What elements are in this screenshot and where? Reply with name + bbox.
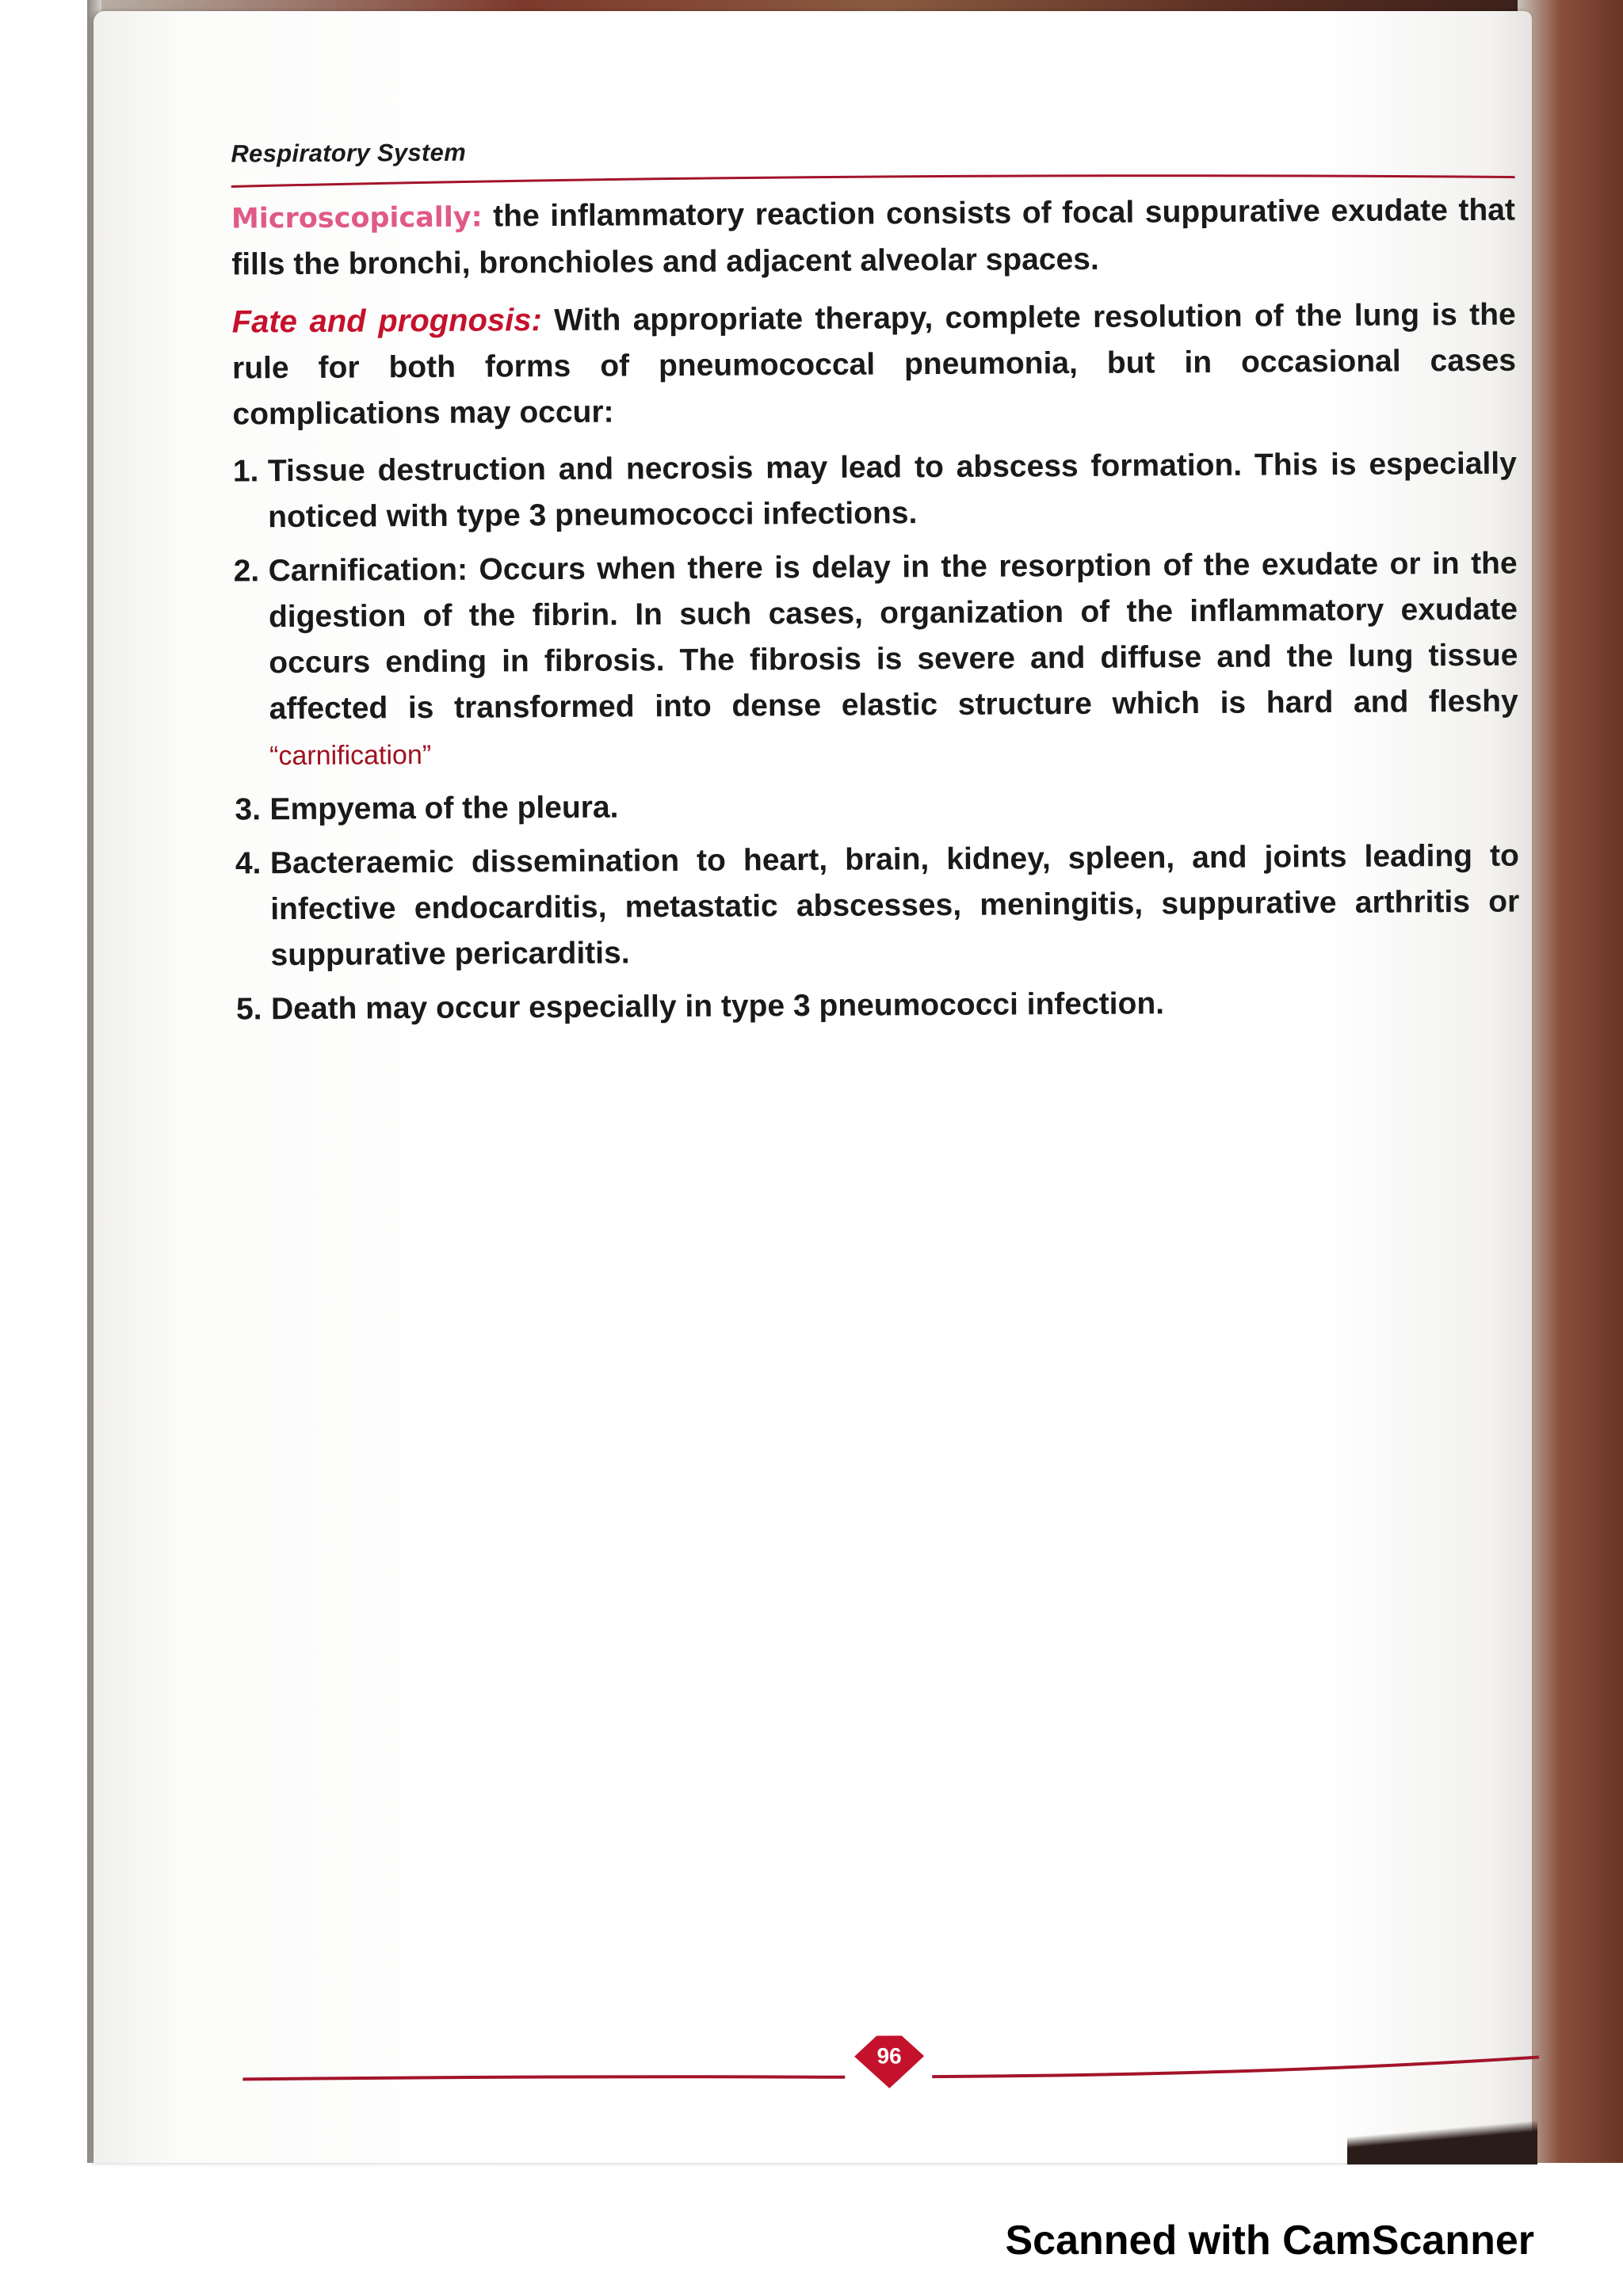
header-rule: [231, 170, 1515, 189]
carnification-quote: “carnification”: [269, 739, 432, 772]
list-item-text: Bacteraemic dissemination to heart, brain, kidney, spleen, and joints leading to infective endocarditis, metastatic abscesses, meningitis, suppurative arthritis or suppurative pericarditis.: [269, 838, 1520, 973]
list-number: 3.: [235, 792, 262, 827]
list-number: 2.: [233, 554, 260, 589]
microscopic-paragraph: [231, 188, 1516, 288]
page-body: [231, 188, 1520, 1041]
list-item: [235, 833, 1520, 979]
prognosis-lead: Fate and prognosis:: [231, 303, 543, 340]
microscopic-lead: Microscopically:: [231, 201, 483, 235]
list-number: 5.: [235, 992, 262, 1027]
page-corner-shadow: [1347, 2107, 1537, 2164]
list-item: [233, 541, 1518, 780]
list-number: 1.: [232, 454, 259, 489]
list-item: [236, 979, 1520, 1033]
page-content-area: [92, 6, 1544, 2167]
running-header: Respiratory System: [231, 138, 467, 168]
list-item-text: Death may occur especially in type 3 pneumococci infection.: [270, 986, 1165, 1027]
prognosis-text: With appropriate therapy, complete resolution of the lung is the rule for both forms of pneumococcal pneumonia, but in occasional cases complications may occur:: [231, 297, 1517, 432]
page-footer: [242, 2031, 1539, 2103]
complications-list: [233, 441, 1520, 1033]
list-item-text: Tissue destruction and necrosis may lead to abscess formation. This is especially noticed with type 3 pneumococci infections.: [267, 446, 1517, 535]
list-number: 4.: [235, 846, 262, 881]
list-item: [233, 441, 1518, 541]
prognosis-paragraph: [232, 292, 1517, 438]
scanner-watermark: Scanned with CamScanner: [1005, 2218, 1534, 2264]
list-item-text: Empyema of the pleura.: [269, 790, 619, 827]
microscopic-text: the inflammatory reaction consists of focal suppurative exudate that fills the bronchi, bronchioles and adjacent alveolar spaces.: [231, 193, 1516, 282]
page-number: 96: [876, 2043, 902, 2069]
book-page: [94, 11, 1532, 2163]
list-item: [235, 780, 1518, 833]
list-item-text: Carnification: Occurs when there is delay in the resorption of the exudate or in the digestion of the fibrin. In such cases, organization of the inflammatory exudate occurs ending in fibrosis. The fibrosis is severe and diffuse and the lung tissue affected is transformed into dense elastic structure which is hard and fleshy: [268, 546, 1518, 727]
